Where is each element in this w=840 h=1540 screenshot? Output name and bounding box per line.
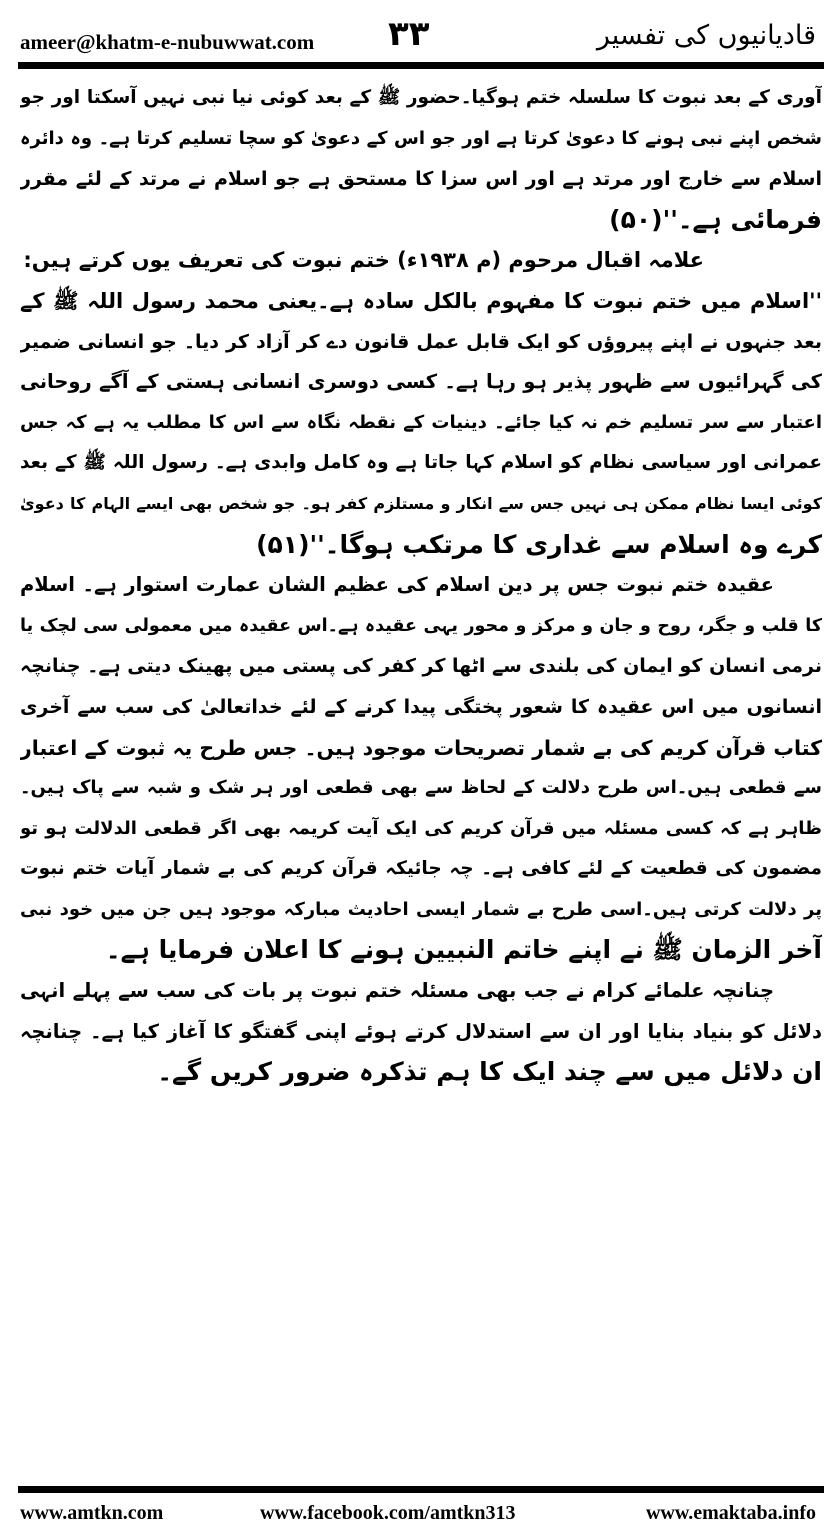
text-line: آوری کے بعد نبوت کا سلسلہ ختم ہوگیا۔حضور ﷺ کے بعد کوئی نیا نبی نہیں آسکتا اور جو — [20, 87, 822, 108]
page-footer — [20, 1498, 822, 1534]
page-body — [20, 78, 822, 1478]
text-line: فرمائی ہے۔''(۵۰) — [609, 204, 822, 234]
text-line: مضمون کی قطعیت کے لئے کافی ہے۔ چہ جائیکہ قرآن کریم کی بے شمار آیات ختم نبوت — [20, 858, 822, 880]
page-number: ۳۳ — [388, 14, 430, 54]
text-line: دلائل کو بنیاد بنایا اور ان سے استدلال کرتے ہوئے اپنی گفتگو کا آغاز کیا ہے۔ چنانچہ — [20, 1019, 822, 1043]
header-rule — [18, 62, 824, 69]
text-line: کتاب قرآن کریم کی بے شمار تصریحات موجود ہیں۔ جس طرح یہ ثبوت کے اعتبار — [20, 735, 822, 760]
text-line: اسلام سے خارج اور مرتد ہے اور اس سزا کا مستحق ہے جو اسلام نے مرتد کے لئے مقرر — [20, 168, 822, 191]
book-title: قادیانیوں کی تفسیر — [596, 20, 816, 51]
text-line: سے قطعی ہیں۔اس طرح دلالت کے لحاظ سے بھی قطعی اور ہر شک و شبہ سے پاک ہیں۔ — [20, 777, 822, 799]
footer-link-emaktaba[interactable]: www.emaktaba.info — [645, 1502, 816, 1524]
text-line: شخص اپنے نبی ہونے کا دعویٰ کرتا ہے اور جو اس کے دعویٰ کو سچا تسلیم کرتا ہے۔ وہ دائرہ — [20, 127, 822, 149]
page-header — [20, 8, 822, 68]
header-email: ameer@khatm-e-nubuwwat.com — [20, 30, 315, 54]
footer-link-amtkn[interactable]: www.amtkn.com — [20, 1502, 164, 1524]
text-line: انسانوں میں اس عقیدہ کا شعور پختگی پیدا کرنے کے لئے خداتعالیٰ کی سب سے آخری — [20, 695, 822, 718]
text-line: ان دلائل میں سے چند ایک کا ہم تذکرہ ضرور کریں گے۔ — [157, 1057, 822, 1087]
text-line: پر دلالت کرتی ہیں۔اسی طرح بے شمار ایسی احادیث مبارکہ موجود ہیں جن میں خود نبی — [20, 898, 822, 920]
text-line: کا قلب و جگر، روح و جان و مرکز و محور یہی عقیدہ ہے۔اس عقیدہ میں معمولی سی لچک یا — [20, 615, 822, 636]
text-line: ''اسلام میں ختم نبوت کا مفہوم بالکل سادہ ہے۔یعنی محمد رسول اللہ ﷺ کے — [20, 288, 822, 313]
footer-rule — [18, 1486, 824, 1493]
text-line: عقیدہ ختم نبوت جس پر دین اسلام کی عظیم الشان عمارت استوار ہے۔ اسلام — [20, 573, 774, 597]
text-line: آخر الزمان ﷺ نے اپنے خاتم النبیین ہونے کا اعلان فرمایا ہے۔ — [105, 935, 822, 965]
text-line: عمرانی اور سیاسی نظام کو اسلام کہا جاتا ہے وہ کامل وابدی ہے۔ رسول اللہ ﷺ کے بعد — [20, 452, 822, 474]
text-line: کی گہرائیوں سے ظہور پذیر ہو رہا ہے۔ کسی دوسری انسانی ہستی کے آگے روحانی — [20, 370, 822, 394]
text-line: نرمی انسان کو ایمان کی بلندی سے اٹھا کر کفر کی پستی میں پھینک دیتی ہے۔ چنانچہ — [20, 655, 822, 678]
text-line: بعد جنہوں نے اپنے پیروؤں کو ایک قابل عمل قانون دے کر آزاد کر دیا۔ جو انسانی ضمیر — [20, 330, 822, 353]
text-line: کوئی ایسا نظام ممکن ہی نہیں جس سے انکار و مستلزم کفر ہو۔ جو شخص بھی ایسے الہام کا دعویٰ — [20, 493, 822, 513]
text-line: ظاہر ہے کہ کسی مسئلہ میں قرآن کریم کی ایک آیت کریمہ بھی اگر قطعی الدلالت ہو تو — [20, 817, 822, 839]
quote-intro-line: علامہ اقبال مرحوم (م ۱۹۳۸ء) ختم نبوت کی تعریف یوں کرتے ہیں: — [23, 248, 704, 273]
text-line: اعتبار سے سر تسلیم خم نہ کیا جائے۔ دینیات کے نقطہ نگاہ سے اس کا مطلب یہ ہے کہ جس — [20, 411, 822, 433]
text-line: چنانچہ علمائے کرام نے جب بھی مسئلہ ختم نبوت پر بات کی سب سے پہلے انہی — [20, 979, 774, 1003]
footer-link-facebook[interactable]: www.facebook.com/amtkn313 — [260, 1502, 516, 1524]
text-line: کرے وہ اسلام سے غداری کا مرتکب ہوگا۔''(۵۱) — [256, 529, 822, 559]
